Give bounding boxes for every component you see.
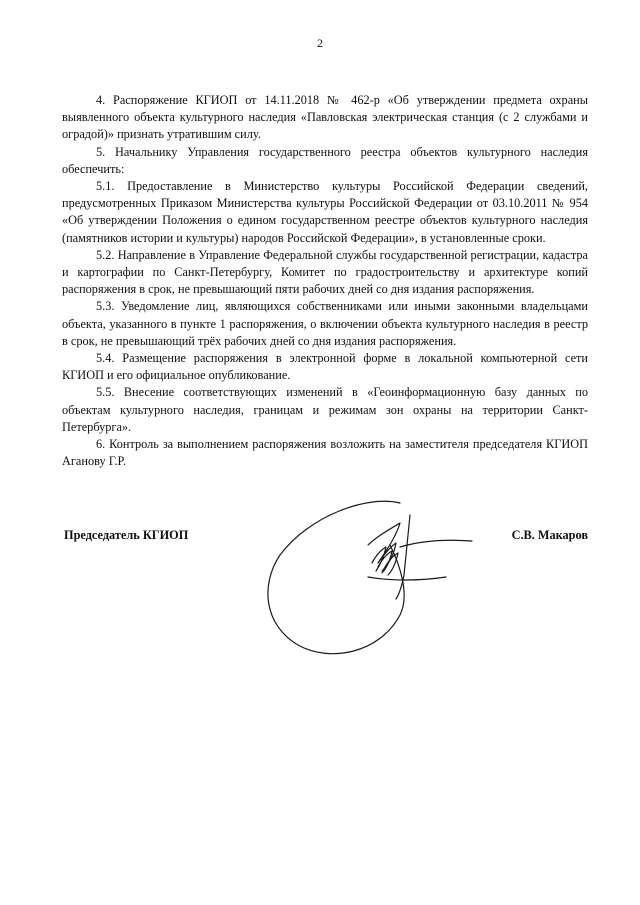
document-body (62, 92, 588, 470)
paragraph-4: 4. Распоряжение КГИОП от 14.11.2018 № 462-р «Об утверждении предмета охраны выявленного объекта культурного наследия «Павловская электрическая станция (с 2 службами и оградой)» признать утратившим силу. (62, 93, 588, 142)
handwritten-signature (250, 485, 490, 665)
paragraph-5-5: 5.5. Внесение соответствующих изменений в «Геоинформационную базу данных по объектам культурного наследия, границам и режимам зон охраны на территории Санкт-Петербурга». (62, 385, 588, 434)
signature-underline-stroke (368, 577, 446, 580)
paragraph-5-2: 5.2. Направление в Управление Федеральной службы государственной регистрации, кадастра и картографии по Санкт-Петербургу, Комитет по градостроительству и архитектуре копий распоряжения в срок, не превышающий пяти рабочих дней со дня издания распоряжения. (62, 247, 588, 297)
signatory-name: С.В. Макаров (511, 528, 588, 542)
paragraph-5-3: 5.3. Уведомление лиц, являющихся собственниками или иными законными владельцами объекта, указанного в пункте 1 распоряжения, о включении объекта культурного наследия в реестр в срок, не превышающий трёх рабочих дней со дня издания распоряжения. (62, 299, 588, 348)
paragraph-6: 6. Контроль за выполнением распоряжения возложить на заместителя председателя КГИОП Аганову Г.Р. (62, 437, 588, 469)
page-number: 2 (317, 36, 323, 50)
signatory-title: Председатель КГИОП (64, 528, 189, 542)
paragraph-5-4: 5.4. Размещение распоряжения в электронной форме в локальной компьютерной сети КГИОП и его официальное опубликование. (62, 351, 588, 383)
signature-tail-stroke (400, 540, 472, 547)
paragraph-5-1: 5.1. Предоставление в Министерство культуры Российской Федерации сведений, предусмотренных Приказом Министерства культуры Российской Федерации от 03.10.2011 № 954 «Об утверждении Положения о едином государственном реестре объектов культурного наследия (памятников истории и культуры) народов Российской Федерации», в установленные сроки. (62, 179, 588, 245)
signature-loop-stroke (268, 501, 404, 653)
paragraph-5: 5. Начальнику Управления государственного реестра объектов культурного наследия обеспечить: (62, 144, 588, 176)
